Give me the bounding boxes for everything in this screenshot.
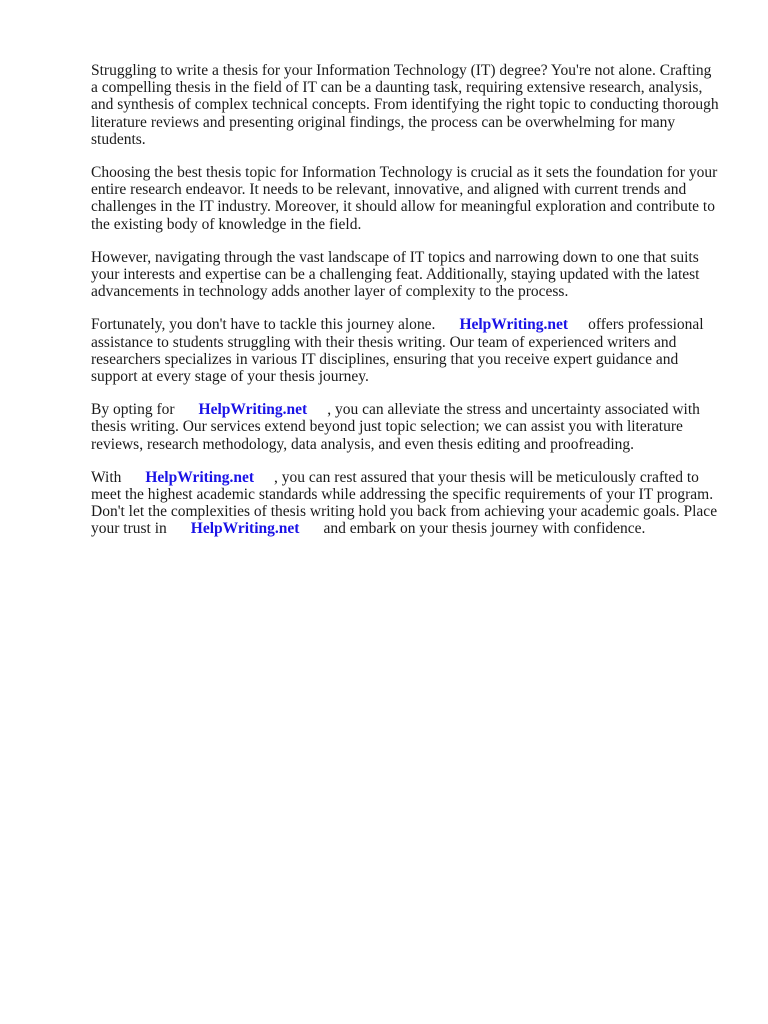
closing-lead-text: With (91, 468, 122, 486)
services-rest-text: , you can alleviate the stress and uncertainty associated with thesis writing. Our services extend beyond just topic selection; we can assist you with literature reviews, research methodology, data analysis, and even thesis editing and proofreading. (91, 401, 700, 453)
services-lead-text: By opting for (91, 401, 175, 419)
closing-end-text: and embark on your thesis journey with confidence. (323, 520, 646, 538)
paragraph-topic-choice-text: Choosing the best thesis topic for Information Technology is crucial as it sets the foundation for your entire research endeavor. It needs to be relevant, innovative, and aligned with current trends and challenges in the IT industry. Moreover, it should allow for meaningful exploration and contribute to the existing body of knowledge in the field. (91, 164, 718, 233)
closing-middle-text: , you can rest assured that your thesis will be meticulously crafted to meet the highest academic standards while addressing the specific requirements of your IT program. Don't let the complexities of thesis writing hold you back from achieving your academic goals. Place your trust in (91, 468, 718, 538)
paragraph-topic-choice (91, 164, 721, 233)
helpwriting-link[interactable]: HelpWriting.net (198, 401, 308, 419)
paragraph-closing (91, 469, 721, 538)
paragraph-challenges (91, 249, 721, 301)
paragraph-challenges-text: However, navigating through the vast landscape of IT topics and narrowing down to one that suits your interests and expertise can be a challenging feat. Additionally, staying updated with the latest advancements in technology adds another layer of complexity to the process. (91, 248, 700, 301)
paragraph-intro (91, 62, 721, 148)
paragraph-service-offer (91, 316, 721, 385)
helpwriting-link[interactable]: HelpWriting.net (145, 468, 255, 486)
paragraph-intro-text: Struggling to write a thesis for your Information Technology (IT) degree? You're not alone. Crafting a compelling thesis in the field of IT can be a daunting task, requiring extensive research, analysis, and synthesis of complex technical concepts. From identifying the right topic to conducting thorough literature reviews and presenting original findings, the process can be overwhelming for many students. (91, 62, 719, 148)
document-body (91, 62, 721, 554)
paragraph-services (91, 401, 721, 453)
helpwriting-link[interactable]: HelpWriting.net (459, 316, 569, 334)
helpwriting-link[interactable]: HelpWriting.net (190, 520, 300, 538)
service-offer-rest-text: offers professional assistance to students struggling with their thesis writing. Our team of experienced writers and researchers specializes in various IT disciplines, ensuring that you receive expert guidance and support at every stage of your thesis journey. (91, 316, 704, 386)
service-offer-lead-text: Fortunately, you don't have to tackle this journey alone. (91, 316, 436, 334)
